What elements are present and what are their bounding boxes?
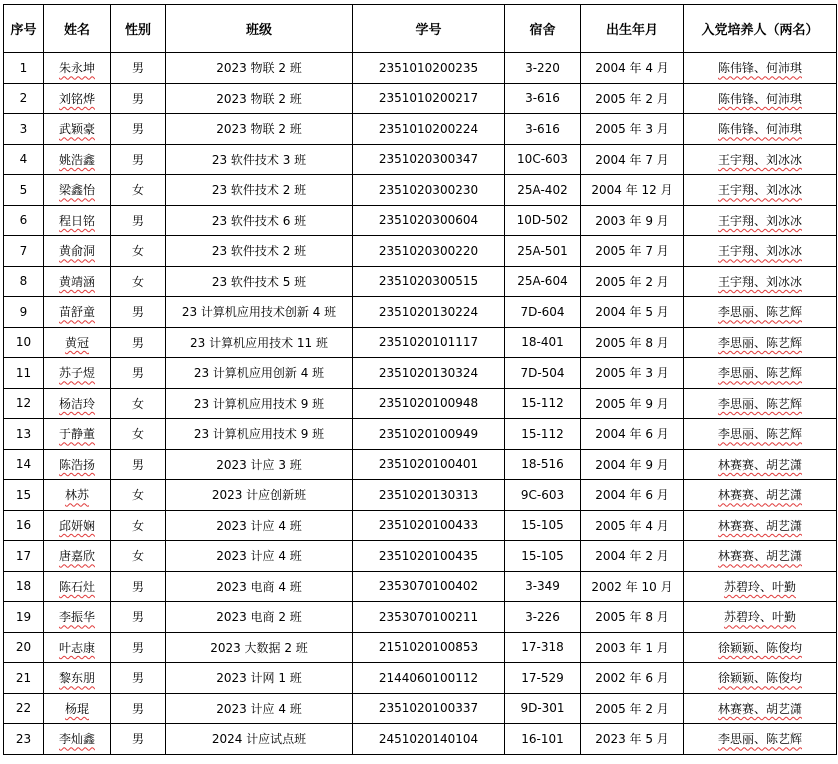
header-class: 班级 [166, 5, 353, 53]
class-cell: 23 计算机应用技术 9 班 [166, 419, 353, 450]
name-cell: 李灿鑫 [44, 724, 111, 755]
name-cell: 李振华 [44, 602, 111, 633]
student-id-cell: 2351020100948 [353, 388, 505, 419]
birth-cell: 2005 年 2 月 [581, 83, 684, 114]
birth-cell: 2005 年 2 月 [581, 693, 684, 724]
name-cell: 林苏 [44, 480, 111, 511]
gender-cell: 男 [111, 602, 166, 633]
header-dorm: 宿舍 [505, 5, 581, 53]
table-row [4, 388, 837, 419]
dorm-cell: 18-401 [505, 327, 581, 358]
student-id-cell: 2351020100435 [353, 541, 505, 572]
dorm-cell: 7D-504 [505, 358, 581, 389]
index-cell: 17 [4, 541, 44, 572]
student-id-cell: 2351020100401 [353, 449, 505, 480]
dorm-cell: 15-112 [505, 419, 581, 450]
student-id-cell: 2351010200217 [353, 83, 505, 114]
student-id-cell: 2353070100211 [353, 602, 505, 633]
name-cell: 刘铭烨 [44, 83, 111, 114]
birth-cell: 2005 年 9 月 [581, 388, 684, 419]
student-id-cell: 2351020300604 [353, 205, 505, 236]
sponsor-cell: 陈伟锋、何沛琪 [684, 83, 837, 114]
index-cell: 3 [4, 114, 44, 145]
index-cell: 10 [4, 327, 44, 358]
sponsor-cell: 李思丽、陈艺辉 [684, 358, 837, 389]
gender-cell: 男 [111, 327, 166, 358]
birth-cell: 2004 年 6 月 [581, 419, 684, 450]
roster-table [3, 4, 837, 755]
table-row [4, 53, 837, 84]
dorm-cell: 25A-501 [505, 236, 581, 267]
name-cell: 梁鑫怡 [44, 175, 111, 206]
table-row [4, 724, 837, 755]
index-cell: 21 [4, 663, 44, 694]
gender-cell: 男 [111, 53, 166, 84]
class-cell: 2023 计应创新班 [166, 480, 353, 511]
student-id-cell: 2351020300220 [353, 236, 505, 267]
table-row [4, 419, 837, 450]
student-id-cell: 2351020100949 [353, 419, 505, 450]
dorm-cell: 25A-402 [505, 175, 581, 206]
table-row [4, 327, 837, 358]
gender-cell: 男 [111, 663, 166, 694]
birth-cell: 2023 年 5 月 [581, 724, 684, 755]
header-row [4, 5, 837, 53]
table-row [4, 205, 837, 236]
class-cell: 2023 物联 2 班 [166, 114, 353, 145]
table-row [4, 602, 837, 633]
index-cell: 22 [4, 693, 44, 724]
name-cell: 黄冠 [44, 327, 111, 358]
student-id-cell: 2144060100112 [353, 663, 505, 694]
dorm-cell: 15-112 [505, 388, 581, 419]
gender-cell: 男 [111, 83, 166, 114]
class-cell: 23 计算机应用技术创新 4 班 [166, 297, 353, 328]
table-row [4, 144, 837, 175]
student-id-cell: 2351010200224 [353, 114, 505, 145]
class-cell: 2023 计应 4 班 [166, 510, 353, 541]
table-row [4, 114, 837, 145]
dorm-cell: 3-226 [505, 602, 581, 633]
class-cell: 2023 电商 4 班 [166, 571, 353, 602]
name-cell: 陈浩扬 [44, 449, 111, 480]
name-cell: 陈石灶 [44, 571, 111, 602]
name-cell: 程日铭 [44, 205, 111, 236]
class-cell: 2024 计应试点班 [166, 724, 353, 755]
index-cell: 8 [4, 266, 44, 297]
gender-cell: 男 [111, 358, 166, 389]
dorm-cell: 3-616 [505, 83, 581, 114]
birth-cell: 2005 年 7 月 [581, 236, 684, 267]
index-cell: 14 [4, 449, 44, 480]
index-cell: 9 [4, 297, 44, 328]
student-id-cell: 2351020300347 [353, 144, 505, 175]
birth-cell: 2004 年 12 月 [581, 175, 684, 206]
birth-cell: 2002 年 10 月 [581, 571, 684, 602]
dorm-cell: 10C-603 [505, 144, 581, 175]
sponsor-cell: 林赛赛、胡艺潇 [684, 480, 837, 511]
gender-cell: 女 [111, 510, 166, 541]
index-cell: 1 [4, 53, 44, 84]
name-cell: 黄俞洞 [44, 236, 111, 267]
sponsor-cell: 李思丽、陈艺辉 [684, 327, 837, 358]
name-cell: 黎东朋 [44, 663, 111, 694]
birth-cell: 2002 年 6 月 [581, 663, 684, 694]
index-cell: 5 [4, 175, 44, 206]
gender-cell: 男 [111, 144, 166, 175]
dorm-cell: 9D-301 [505, 693, 581, 724]
header-birth: 出生年月 [581, 5, 684, 53]
dorm-cell: 9C-603 [505, 480, 581, 511]
class-cell: 23 计算机应用创新 4 班 [166, 358, 353, 389]
dorm-cell: 15-105 [505, 541, 581, 572]
index-cell: 16 [4, 510, 44, 541]
header-index: 序号 [4, 5, 44, 53]
name-cell: 姚浩鑫 [44, 144, 111, 175]
class-cell: 2023 计应 3 班 [166, 449, 353, 480]
table-row [4, 571, 837, 602]
gender-cell: 男 [111, 297, 166, 328]
name-cell: 苗舒童 [44, 297, 111, 328]
sponsor-cell: 徐颖颖、陈俊均 [684, 663, 837, 694]
sponsor-cell: 陈伟锋、何沛琪 [684, 114, 837, 145]
gender-cell: 男 [111, 205, 166, 236]
header-gender: 性别 [111, 5, 166, 53]
class-cell: 23 计算机应用技术 11 班 [166, 327, 353, 358]
sponsor-cell: 林赛赛、胡艺潇 [684, 541, 837, 572]
birth-cell: 2003 年 1 月 [581, 632, 684, 663]
birth-cell: 2005 年 3 月 [581, 358, 684, 389]
index-cell: 23 [4, 724, 44, 755]
gender-cell: 女 [111, 175, 166, 206]
table-row [4, 663, 837, 694]
birth-cell: 2005 年 8 月 [581, 327, 684, 358]
sponsor-cell: 苏碧玲、叶勤 [684, 571, 837, 602]
gender-cell: 女 [111, 388, 166, 419]
dorm-cell: 3-220 [505, 53, 581, 84]
table-row [4, 541, 837, 572]
table-row [4, 510, 837, 541]
table-row [4, 297, 837, 328]
dorm-cell: 18-516 [505, 449, 581, 480]
table-row [4, 358, 837, 389]
student-id-cell: 2351020101117 [353, 327, 505, 358]
dorm-cell: 3-616 [505, 114, 581, 145]
sponsor-cell: 王宇翔、刘冰冰 [684, 205, 837, 236]
table-row [4, 449, 837, 480]
student-id-cell: 2351010200235 [353, 53, 505, 84]
gender-cell: 女 [111, 541, 166, 572]
name-cell: 黄靖涵 [44, 266, 111, 297]
student-id-cell: 2351020130324 [353, 358, 505, 389]
sponsor-cell: 王宇翔、刘冰冰 [684, 236, 837, 267]
sponsor-cell: 李思丽、陈艺辉 [684, 419, 837, 450]
birth-cell: 2005 年 2 月 [581, 266, 684, 297]
header-name: 姓名 [44, 5, 111, 53]
student-id-cell: 2351020300230 [353, 175, 505, 206]
sponsor-cell: 王宇翔、刘冰冰 [684, 144, 837, 175]
sponsor-cell: 林赛赛、胡艺潇 [684, 510, 837, 541]
class-cell: 2023 大数据 2 班 [166, 632, 353, 663]
dorm-cell: 3-349 [505, 571, 581, 602]
table-row [4, 693, 837, 724]
birth-cell: 2004 年 6 月 [581, 480, 684, 511]
student-id-cell: 2451020140104 [353, 724, 505, 755]
student-id-cell: 2351020130313 [353, 480, 505, 511]
gender-cell: 男 [111, 693, 166, 724]
dorm-cell: 17-318 [505, 632, 581, 663]
table-row [4, 266, 837, 297]
sponsor-cell: 李思丽、陈艺辉 [684, 297, 837, 328]
name-cell: 于静董 [44, 419, 111, 450]
header-student-id: 学号 [353, 5, 505, 53]
sponsor-cell: 徐颖颖、陈俊均 [684, 632, 837, 663]
name-cell: 苏子煜 [44, 358, 111, 389]
class-cell: 2023 物联 2 班 [166, 83, 353, 114]
dorm-cell: 15-105 [505, 510, 581, 541]
sponsor-cell: 王宇翔、刘冰冰 [684, 175, 837, 206]
index-cell: 13 [4, 419, 44, 450]
dorm-cell: 10D-502 [505, 205, 581, 236]
class-cell: 2023 计网 1 班 [166, 663, 353, 694]
birth-cell: 2004 年 7 月 [581, 144, 684, 175]
student-id-cell: 2351020300515 [353, 266, 505, 297]
index-cell: 7 [4, 236, 44, 267]
dorm-cell: 16-101 [505, 724, 581, 755]
index-cell: 11 [4, 358, 44, 389]
class-cell: 2023 计应 4 班 [166, 693, 353, 724]
index-cell: 6 [4, 205, 44, 236]
name-cell: 武颖豪 [44, 114, 111, 145]
birth-cell: 2004 年 4 月 [581, 53, 684, 84]
student-id-cell: 2351020100433 [353, 510, 505, 541]
class-cell: 23 软件技术 3 班 [166, 144, 353, 175]
sponsor-cell: 林赛赛、胡艺潇 [684, 449, 837, 480]
name-cell: 朱永坤 [44, 53, 111, 84]
index-cell: 12 [4, 388, 44, 419]
birth-cell: 2003 年 9 月 [581, 205, 684, 236]
gender-cell: 女 [111, 236, 166, 267]
student-id-cell: 2351020100337 [353, 693, 505, 724]
dorm-cell: 25A-604 [505, 266, 581, 297]
table-row [4, 175, 837, 206]
sponsor-cell: 李思丽、陈艺辉 [684, 724, 837, 755]
class-cell: 23 软件技术 5 班 [166, 266, 353, 297]
student-id-cell: 2351020130224 [353, 297, 505, 328]
gender-cell: 男 [111, 724, 166, 755]
gender-cell: 女 [111, 480, 166, 511]
birth-cell: 2005 年 8 月 [581, 602, 684, 633]
table-row [4, 632, 837, 663]
gender-cell: 男 [111, 632, 166, 663]
table-row [4, 236, 837, 267]
class-cell: 23 软件技术 2 班 [166, 236, 353, 267]
name-cell: 唐嘉欣 [44, 541, 111, 572]
birth-cell: 2004 年 5 月 [581, 297, 684, 328]
index-cell: 4 [4, 144, 44, 175]
index-cell: 19 [4, 602, 44, 633]
class-cell: 2023 电商 2 班 [166, 602, 353, 633]
table-row [4, 480, 837, 511]
sponsor-cell: 苏碧玲、叶勤 [684, 602, 837, 633]
name-cell: 杨琨 [44, 693, 111, 724]
class-cell: 23 计算机应用技术 9 班 [166, 388, 353, 419]
name-cell: 杨洁玲 [44, 388, 111, 419]
index-cell: 2 [4, 83, 44, 114]
sponsor-cell: 李思丽、陈艺辉 [684, 388, 837, 419]
birth-cell: 2005 年 3 月 [581, 114, 684, 145]
index-cell: 20 [4, 632, 44, 663]
student-id-cell: 2353070100402 [353, 571, 505, 602]
sponsor-cell: 林赛赛、胡艺潇 [684, 693, 837, 724]
class-cell: 2023 物联 2 班 [166, 53, 353, 84]
gender-cell: 女 [111, 419, 166, 450]
header-sponsors: 入党培养人（两名） [684, 5, 837, 53]
class-cell: 23 软件技术 2 班 [166, 175, 353, 206]
sponsor-cell: 陈伟锋、何沛琪 [684, 53, 837, 84]
index-cell: 15 [4, 480, 44, 511]
birth-cell: 2004 年 9 月 [581, 449, 684, 480]
gender-cell: 男 [111, 114, 166, 145]
birth-cell: 2005 年 4 月 [581, 510, 684, 541]
index-cell: 18 [4, 571, 44, 602]
gender-cell: 男 [111, 449, 166, 480]
student-id-cell: 2151020100853 [353, 632, 505, 663]
table-row [4, 83, 837, 114]
dorm-cell: 7D-604 [505, 297, 581, 328]
name-cell: 邱妍娴 [44, 510, 111, 541]
class-cell: 2023 计应 4 班 [166, 541, 353, 572]
gender-cell: 女 [111, 266, 166, 297]
sponsor-cell: 王宇翔、刘冰冰 [684, 266, 837, 297]
class-cell: 23 软件技术 6 班 [166, 205, 353, 236]
name-cell: 叶志康 [44, 632, 111, 663]
birth-cell: 2004 年 2 月 [581, 541, 684, 572]
gender-cell: 男 [111, 571, 166, 602]
dorm-cell: 17-529 [505, 663, 581, 694]
